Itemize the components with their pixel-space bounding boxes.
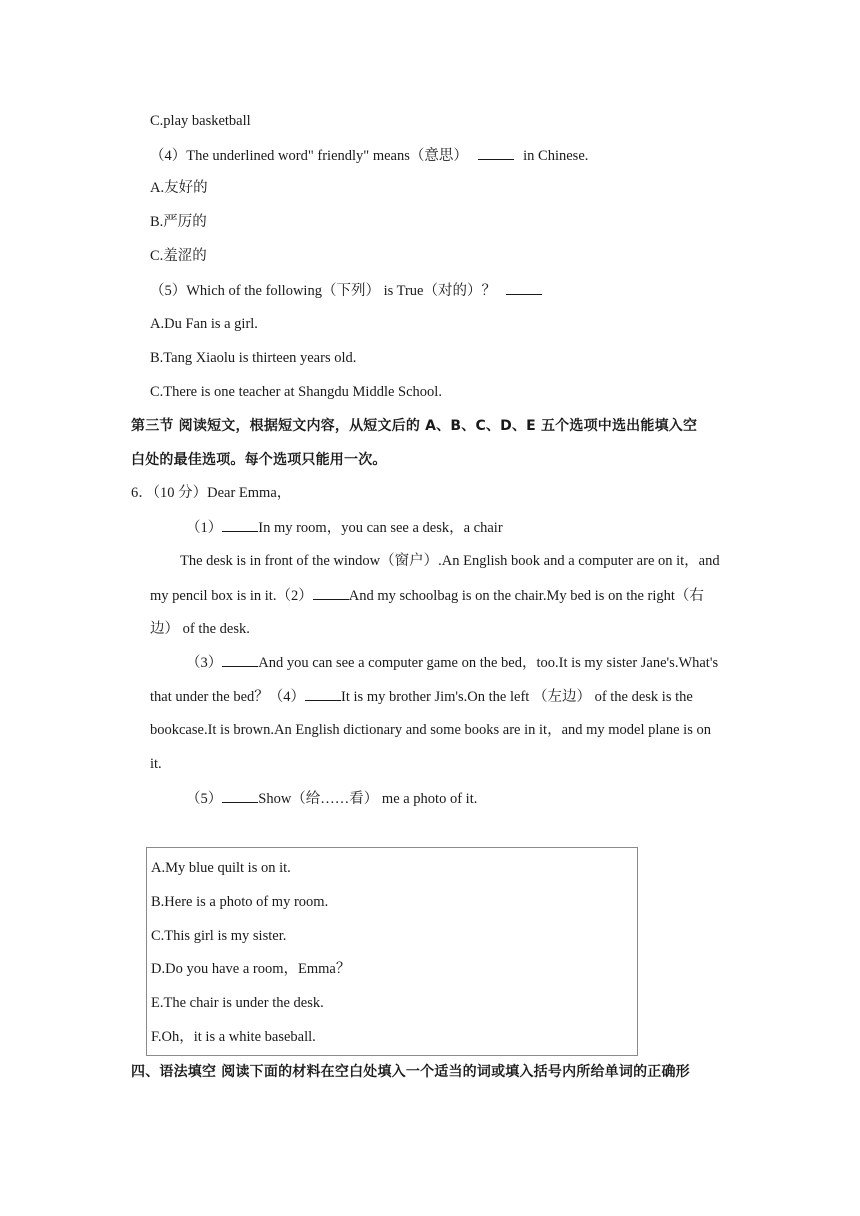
q3-option-c: C.play basketball: [150, 113, 251, 129]
section-3-heading-line2: 白处的最佳选项。每个选项只能用一次。: [131, 452, 387, 468]
choice-b: B.Here is a photo of my room.: [151, 894, 329, 910]
choice-a: A.My blue quilt is on it.: [151, 860, 291, 876]
passage-text: Show（给……看） me a photo of it.: [258, 791, 478, 807]
q5-option-b: B.Tang Xiaolu is thirteen years old.: [150, 350, 357, 366]
passage-text: And my schoolbag is on the chair.My bed is on the right（右: [348, 588, 704, 604]
answer-blank-4[interactable]: [305, 686, 341, 701]
answer-blank[interactable]: [506, 280, 542, 295]
passage-line-6: [150, 686, 693, 707]
passage-line-4: 边） of the desk.: [150, 621, 250, 637]
passage-line-9: [186, 788, 477, 809]
q5-option-a: A.Du Fan is a girl.: [150, 316, 258, 332]
choices-box: [146, 847, 638, 1056]
answer-blank-2[interactable]: [313, 585, 349, 600]
passage-line-2: The desk is in front of the window（窗户）.An English book and a computer are on it，and: [180, 553, 720, 569]
passage-line-1: [186, 517, 503, 538]
question-5: [150, 280, 548, 301]
answer-blank[interactable]: [478, 145, 514, 160]
question-4-suffix: in Chinese.: [523, 148, 589, 164]
choice-e: E.The chair is under the desk.: [151, 995, 324, 1011]
passage-text: It is my brother Jim's.On the left （左边） of the desk is the: [341, 689, 693, 705]
question-4: [150, 145, 588, 166]
question-5-prompt: （5）Which of the following（下列） is True（对的）？: [150, 283, 496, 299]
question-6-header: 6．（10 分）Dear Emma，: [131, 485, 292, 501]
q5-option-c: C.There is one teacher at Shangdu Middle School.: [150, 384, 442, 400]
passage-line-7: bookcase.It is brown.An English dictionary and some books are in it，and my model plane is on: [150, 722, 711, 738]
q4-option-c: C.羞涩的: [150, 248, 207, 264]
passage-line-3: [150, 585, 704, 606]
passage-text: In my room，you can see a desk，a chair: [258, 520, 503, 536]
choice-d: D.Do you have a room，Emma？: [151, 961, 351, 977]
choice-c: C.This girl is my sister.: [151, 928, 287, 944]
passage-text: that under the bed？（4）: [150, 689, 306, 705]
passage-line-8: it.: [150, 756, 162, 772]
passage-text: my pencil box is in it.（2）: [150, 588, 313, 604]
answer-blank-3[interactable]: [222, 652, 258, 667]
question-4-prompt: （4）The underlined word" friendly" means（意思）: [150, 148, 468, 164]
section-3-heading-line1: 第三节 阅读短文，根据短文内容，从短文后的 A、B、C、D、E 五个选项中选出能填入空: [131, 418, 698, 434]
answer-blank-5[interactable]: [222, 788, 258, 803]
blank-number-5: （5）: [186, 791, 223, 807]
passage-text: And you can see a computer game on the bed，too.It is my sister Jane's.What's: [258, 655, 719, 671]
answer-blank-1[interactable]: [222, 517, 258, 532]
passage-line-5: [186, 652, 718, 673]
q4-option-a: A.友好的: [150, 180, 208, 196]
blank-number-1: （1）: [186, 520, 223, 536]
choice-f: F.Oh，it is a white baseball.: [151, 1029, 316, 1045]
q4-option-b: B.严厉的: [150, 214, 207, 230]
section-4-heading: 四、语法填空 阅读下面的材料在空白处填入一个适当的词或填入括号内所给单词的正确形: [131, 1064, 690, 1080]
blank-number-3: （3）: [186, 655, 223, 671]
